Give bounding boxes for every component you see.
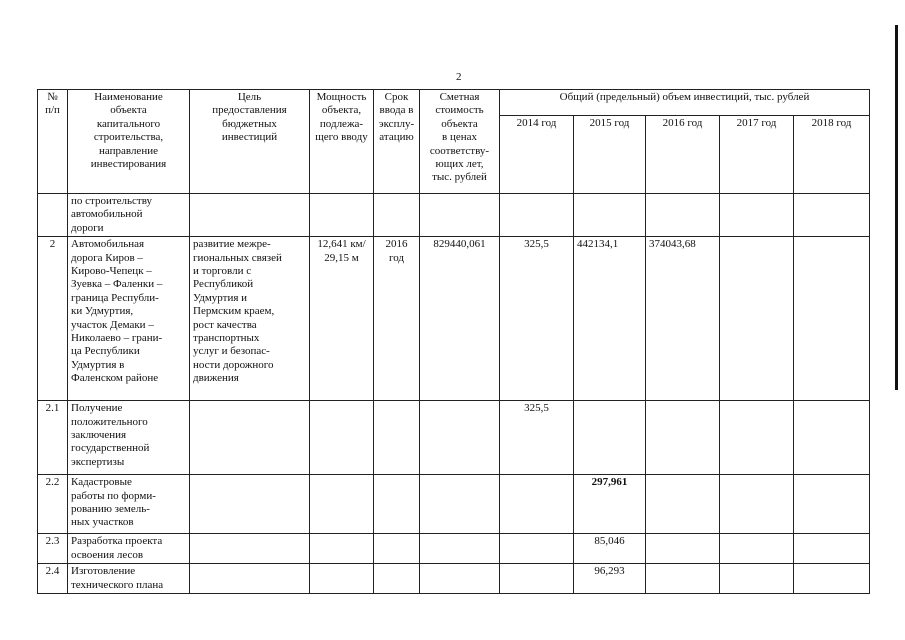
cell-num: 2.4 (38, 564, 68, 594)
cell-2014 (500, 475, 574, 534)
cell-term (374, 475, 420, 534)
cell-goal (190, 534, 310, 564)
cell-num: 2.1 (38, 401, 68, 475)
header-year-2016: 2016 год (646, 116, 720, 194)
header-year-2015: 2015 год (574, 116, 646, 194)
cell-term (374, 564, 420, 594)
cell-2015: 85,046 (574, 534, 646, 564)
header-year-2014: 2014 год (500, 116, 574, 194)
cell-term: 2016 год (374, 237, 420, 401)
cell-capacity (310, 401, 374, 475)
cell-2018 (794, 475, 870, 534)
cell-term (374, 534, 420, 564)
cell-name: Разработка проекта освоения лесов (68, 534, 190, 564)
cell-goal (190, 194, 310, 237)
cell-2015 (574, 194, 646, 237)
cell-cost (420, 534, 500, 564)
page-number: 2 (456, 71, 462, 83)
cell-2016 (646, 475, 720, 534)
cell-cost (420, 475, 500, 534)
cell-num: 2.3 (38, 534, 68, 564)
cell-2015 (574, 401, 646, 475)
cell-2015: 297,961 (574, 475, 646, 534)
investment-table (37, 89, 870, 594)
cell-2014 (500, 534, 574, 564)
cell-capacity (310, 475, 374, 534)
cell-2018 (794, 564, 870, 594)
header-year-2017: 2017 год (720, 116, 794, 194)
cell-2017 (720, 401, 794, 475)
cell-2017 (720, 534, 794, 564)
cell-2014 (500, 194, 574, 237)
cell-2018 (794, 194, 870, 237)
cell-goal (190, 564, 310, 594)
cell-num (38, 194, 68, 237)
cell-2018 (794, 534, 870, 564)
cell-2015: 442134,1 (574, 237, 646, 401)
cell-goal: развитие межре- гиональных связей и торговли с Республикой Удмуртия и Пермским краем, рост качества транспортных услуг и безопас- ности дорожного движения (190, 237, 310, 401)
cell-2017 (720, 475, 794, 534)
header-cost: Сметная стоимость объекта в ценах соответству- ющих лет, тыс. рублей (420, 90, 500, 194)
cell-name: по строительству автомобильной дороги (68, 194, 190, 237)
header-year-2018: 2018 год (794, 116, 870, 194)
cell-name: Автомобильная дорога Киров – Кирово-Чепецк – Зуевка – Фаленки – граница Республи- ки Удмуртия, участок Демаки – Николаево – грани- ца Республики Удмуртия в Фаленском районе (68, 237, 190, 401)
table-row (38, 194, 870, 237)
header-total-investment: Общий (предельный) объем инвестиций, тыс. рублей (500, 90, 870, 116)
table-row (38, 401, 870, 475)
cell-capacity (310, 564, 374, 594)
cell-capacity: 12,641 км/ 29,15 м (310, 237, 374, 401)
cell-cost: 829440,061 (420, 237, 500, 401)
cell-2015: 96,293 (574, 564, 646, 594)
table-row (38, 475, 870, 534)
cell-2016 (646, 194, 720, 237)
table-row (38, 564, 870, 594)
cell-cost (420, 564, 500, 594)
header-capacity: Мощность объекта, подлежа- щего вводу (310, 90, 374, 194)
cell-2018 (794, 401, 870, 475)
cell-num: 2.2 (38, 475, 68, 534)
cell-term (374, 194, 420, 237)
cell-2018 (794, 237, 870, 401)
header-name: Наименование объекта капитального строительства, направление инвестирования (68, 90, 190, 194)
header-term: Срок ввода в эксплу- атацию (374, 90, 420, 194)
cell-name: Кадастровые работы по форми- рованию земель- ных участков (68, 475, 190, 534)
table-row (38, 237, 870, 401)
cell-2017 (720, 237, 794, 401)
cell-goal (190, 475, 310, 534)
cell-2016: 374043,68 (646, 237, 720, 401)
cell-2016 (646, 534, 720, 564)
cell-2017 (720, 194, 794, 237)
cell-name: Получение положительного заключения государственной экспертизы (68, 401, 190, 475)
cell-2016 (646, 401, 720, 475)
cell-num: 2 (38, 237, 68, 401)
cell-term (374, 401, 420, 475)
cell-goal (190, 401, 310, 475)
cell-2014: 325,5 (500, 237, 574, 401)
cell-cost (420, 194, 500, 237)
cell-cost (420, 401, 500, 475)
cell-2014 (500, 564, 574, 594)
table-row (38, 534, 870, 564)
header-goal: Цель предоставления бюджетных инвестиций (190, 90, 310, 194)
cell-capacity (310, 534, 374, 564)
cell-2014: 325,5 (500, 401, 574, 475)
cell-2017 (720, 564, 794, 594)
cell-2016 (646, 564, 720, 594)
header-row-1 (38, 90, 870, 116)
scan-edge-bar (895, 25, 898, 390)
cell-capacity (310, 194, 374, 237)
cell-name: Изготовление технического плана (68, 564, 190, 594)
header-num: № п/п (38, 90, 68, 194)
